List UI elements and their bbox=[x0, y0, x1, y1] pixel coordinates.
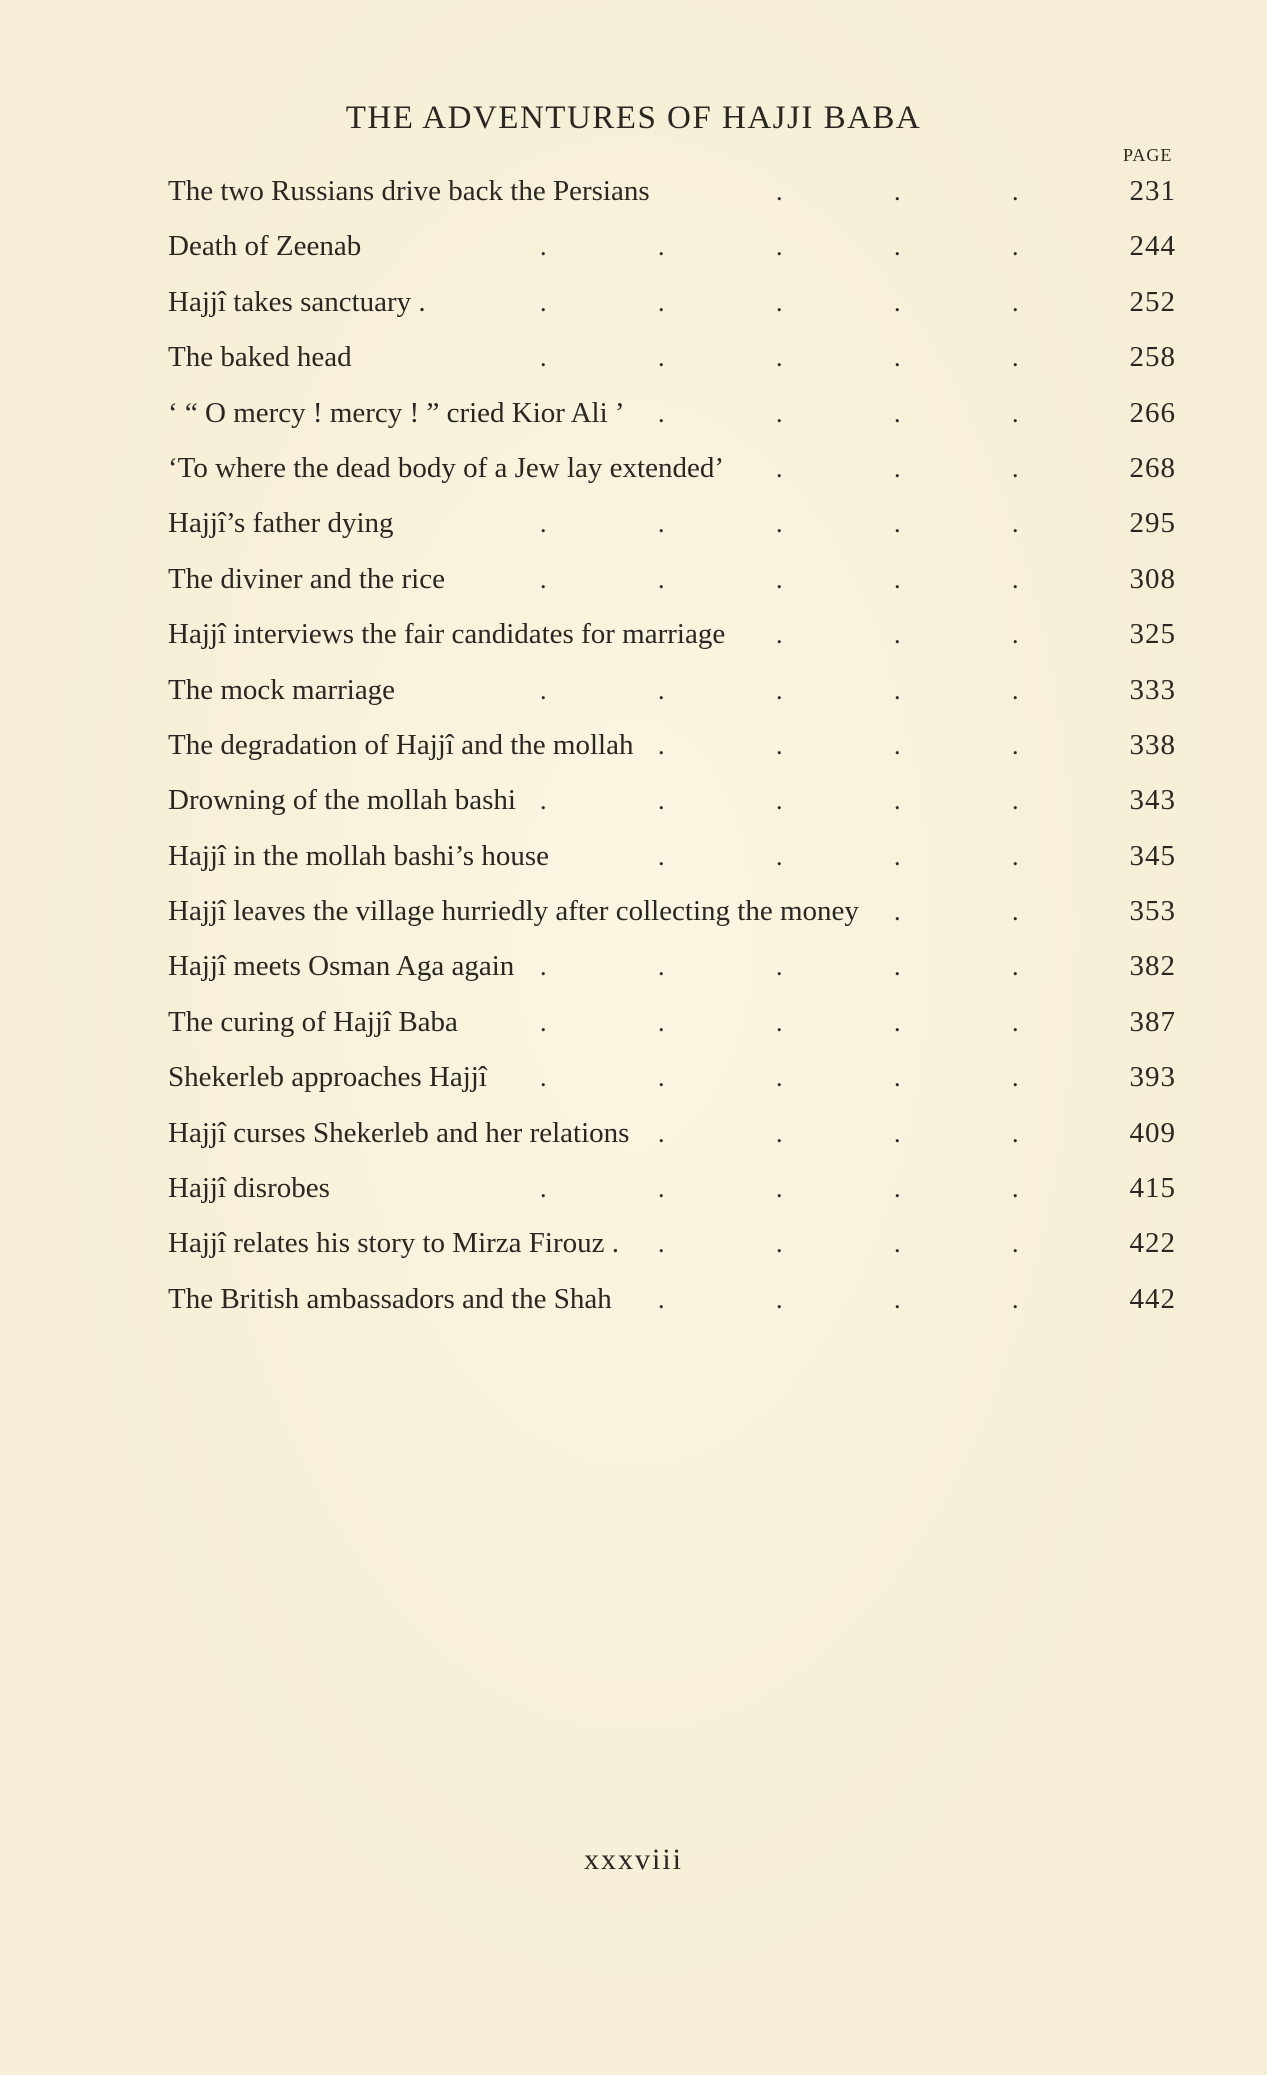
leader-dot: . bbox=[894, 1063, 901, 1093]
entry-page-number: 338 bbox=[1129, 728, 1176, 761]
leader-dot: . bbox=[894, 1284, 901, 1314]
list-item bbox=[168, 330, 1190, 385]
entry-page-number: 295 bbox=[1129, 507, 1176, 540]
entry-page-number: 244 bbox=[1129, 230, 1176, 263]
entry-title: Hajjî takes sanctuary . bbox=[168, 285, 426, 318]
entry-title: ‘ “ O mercy ! mercy ! ” cried Kior Ali ’ bbox=[168, 396, 625, 429]
leader-dot: . bbox=[1012, 398, 1019, 428]
leader-dot: . bbox=[894, 1229, 901, 1259]
leader-dot: . bbox=[894, 1174, 901, 1204]
entry-title: The diviner and the rice bbox=[168, 562, 445, 595]
leader-dot: . bbox=[1012, 786, 1019, 816]
list-item bbox=[168, 275, 1190, 330]
leader-dot: . bbox=[1012, 952, 1019, 982]
leader-dot: . bbox=[776, 453, 783, 483]
list-item bbox=[168, 219, 1190, 274]
leader-dot: . bbox=[540, 509, 547, 539]
list-item bbox=[168, 1161, 1190, 1216]
leader-dot: . bbox=[894, 1118, 901, 1148]
leader-dot: . bbox=[776, 841, 783, 871]
leader-dot: . bbox=[1012, 453, 1019, 483]
leader-dot: . bbox=[1012, 841, 1019, 871]
entry-title: The British ambassadors and the Shah bbox=[168, 1282, 612, 1315]
leader-dot: . bbox=[658, 1284, 665, 1314]
leader-dot: . bbox=[658, 287, 665, 317]
leader-dot: . bbox=[1012, 564, 1019, 594]
entry-title: Hajjî’s father dying bbox=[168, 507, 394, 540]
leader-dot: . bbox=[894, 287, 901, 317]
entry-page-number: 343 bbox=[1129, 784, 1176, 817]
entry-title: The baked head bbox=[168, 341, 352, 374]
leader-dot: . bbox=[658, 1063, 665, 1093]
leader-dot: . bbox=[658, 1229, 665, 1259]
entry-title: The mock marriage bbox=[168, 673, 396, 706]
leader-dot: . bbox=[658, 509, 665, 539]
list-item bbox=[168, 884, 1190, 939]
leader-dot: . bbox=[776, 620, 783, 650]
entry-title: Shekerleb approaches Hajjî bbox=[168, 1061, 487, 1094]
list-item bbox=[168, 995, 1190, 1050]
leader-dot: . bbox=[1012, 177, 1019, 206]
entry-title: Hajjî relates his story to Mirza Firouz . bbox=[168, 1227, 620, 1260]
leader-dot: . bbox=[776, 1007, 783, 1037]
list-item bbox=[168, 1216, 1190, 1271]
entry-title: Hajjî disrobes bbox=[168, 1172, 330, 1205]
leader-dot: . bbox=[540, 1007, 547, 1037]
list-item bbox=[168, 164, 1190, 219]
leader-dot: . bbox=[776, 952, 783, 982]
leader-dot: . bbox=[658, 564, 665, 594]
entry-page-number: 409 bbox=[1129, 1116, 1176, 1149]
entry-title: ‘To where the dead body of a Jew lay extended’ bbox=[168, 451, 724, 484]
leader-dot: . bbox=[894, 232, 901, 262]
list-item bbox=[168, 496, 1190, 551]
leader-dot: . bbox=[1012, 1174, 1019, 1204]
leader-dot: . bbox=[776, 1174, 783, 1204]
leader-dot: . bbox=[894, 952, 901, 982]
leader-dot: . bbox=[540, 952, 547, 982]
leader-dot: . bbox=[776, 564, 783, 594]
entry-page-number: 333 bbox=[1129, 673, 1176, 706]
entry-page-number: 268 bbox=[1129, 451, 1176, 484]
list-item bbox=[168, 441, 1190, 496]
leader-dot: . bbox=[894, 730, 901, 760]
entry-title: Hajjî curses Shekerleb and her relations bbox=[168, 1116, 630, 1149]
leader-dot: . bbox=[894, 1007, 901, 1037]
leader-dot: . bbox=[658, 786, 665, 816]
leader-dot: . bbox=[1012, 675, 1019, 705]
leader-dot: . bbox=[894, 509, 901, 539]
entry-page-number: 258 bbox=[1129, 341, 1176, 374]
list-item bbox=[168, 552, 1190, 607]
leader-dot: . bbox=[658, 730, 665, 760]
entry-title: Drowning of the mollah bashi bbox=[168, 784, 516, 817]
leader-dot: . bbox=[540, 564, 547, 594]
leader-dot: . bbox=[658, 398, 665, 428]
entry-page-number: 415 bbox=[1129, 1172, 1176, 1205]
leader-dot: . bbox=[1012, 509, 1019, 539]
entry-page-number: 252 bbox=[1129, 285, 1176, 318]
leader-dot: . bbox=[894, 841, 901, 871]
list-item bbox=[168, 607, 1190, 662]
list-item bbox=[168, 1272, 1190, 1327]
list-item bbox=[168, 386, 1190, 441]
list-item bbox=[168, 773, 1190, 828]
leader-dot: . bbox=[1012, 1284, 1019, 1314]
entry-title: Hajjî meets Osman Aga again bbox=[168, 950, 515, 983]
entry-page-number: 325 bbox=[1129, 618, 1176, 651]
list-item bbox=[168, 829, 1190, 884]
leader-dot: . bbox=[776, 343, 783, 373]
entry-title: Hajjî in the mollah bashi’s house bbox=[168, 839, 549, 872]
leader-dot: . bbox=[776, 1229, 783, 1259]
leader-dot: . bbox=[894, 675, 901, 705]
leader-dot: . bbox=[540, 1174, 547, 1204]
entry-page-number: 266 bbox=[1129, 396, 1176, 429]
page-column-label: PAGE bbox=[1123, 145, 1173, 165]
leader-dot: . bbox=[894, 398, 901, 428]
leader-dot: . bbox=[894, 453, 901, 483]
list-item bbox=[168, 939, 1190, 994]
leader-dot: . bbox=[776, 398, 783, 428]
entry-page-number: 231 bbox=[1129, 175, 1176, 207]
leader-dot: . bbox=[776, 1118, 783, 1148]
entry-page-number: 442 bbox=[1129, 1282, 1176, 1315]
leader-dot: . bbox=[540, 287, 547, 317]
entry-page-number: 353 bbox=[1129, 895, 1176, 928]
entry-title: The two Russians drive back the Persians bbox=[168, 175, 650, 207]
leader-dot: . bbox=[1012, 232, 1019, 262]
leader-dot: . bbox=[540, 786, 547, 816]
entry-page-number: 393 bbox=[1129, 1061, 1176, 1094]
leader-dot: . bbox=[776, 1063, 783, 1093]
leader-dot: . bbox=[894, 786, 901, 816]
leader-dot: . bbox=[894, 177, 901, 206]
leader-dot: . bbox=[1012, 1063, 1019, 1093]
page-folio: xxxviii bbox=[583, 1843, 683, 1876]
leader-dot: . bbox=[1012, 343, 1019, 373]
leader-dot: . bbox=[776, 730, 783, 760]
entry-page-number: 387 bbox=[1129, 1005, 1176, 1038]
leader-dot: . bbox=[1012, 897, 1019, 927]
leader-dot: . bbox=[894, 620, 901, 650]
leader-dot: . bbox=[658, 1118, 665, 1148]
entry-title: Hajjî interviews the fair candidates for marriage bbox=[168, 618, 726, 651]
leader-dot: . bbox=[658, 1174, 665, 1204]
entry-title: The degradation of Hajjî and the mollah bbox=[168, 728, 634, 761]
entry-title: Hajjî leaves the village hurriedly after collecting the money bbox=[168, 895, 859, 928]
leader-dot: . bbox=[540, 343, 547, 373]
entry-title: Death of Zeenab bbox=[168, 230, 362, 263]
running-title: THE ADVENTURES OF HAJJI BABA bbox=[345, 100, 922, 136]
leader-dot: . bbox=[658, 232, 665, 262]
leader-dot: . bbox=[776, 786, 783, 816]
leader-dot: . bbox=[658, 343, 665, 373]
leader-dot: . bbox=[1012, 730, 1019, 760]
list-item bbox=[168, 1050, 1190, 1105]
leader-dot: . bbox=[776, 675, 783, 705]
leader-dot: . bbox=[1012, 1118, 1019, 1148]
entry-page-number: 422 bbox=[1129, 1227, 1176, 1260]
leader-dot: . bbox=[894, 897, 901, 927]
leader-dot: . bbox=[658, 675, 665, 705]
leader-dot: . bbox=[658, 841, 665, 871]
list-item bbox=[168, 718, 1190, 773]
entry-page-number: 382 bbox=[1129, 950, 1176, 983]
leader-dot: . bbox=[658, 1007, 665, 1037]
leader-dot: . bbox=[776, 232, 783, 262]
illustrations-list bbox=[168, 164, 1190, 1327]
leader-dot: . bbox=[776, 509, 783, 539]
entry-page-number: 345 bbox=[1129, 839, 1176, 872]
entry-page-number: 308 bbox=[1129, 562, 1176, 595]
leader-dot: . bbox=[658, 952, 665, 982]
list-item bbox=[168, 1106, 1190, 1161]
leader-dot: . bbox=[776, 1284, 783, 1314]
leader-dot: . bbox=[540, 675, 547, 705]
leader-dot: . bbox=[894, 564, 901, 594]
list-item bbox=[168, 663, 1190, 718]
leader-dot: . bbox=[776, 287, 783, 317]
leader-dot: . bbox=[1012, 1229, 1019, 1259]
leader-dot: . bbox=[1012, 620, 1019, 650]
leader-dot: . bbox=[894, 343, 901, 373]
leader-dot: . bbox=[540, 232, 547, 262]
leader-dot: . bbox=[1012, 287, 1019, 317]
entry-title: The curing of Hajjî Baba bbox=[168, 1005, 458, 1038]
leader-dot: . bbox=[776, 177, 783, 206]
leader-dot: . bbox=[540, 1063, 547, 1093]
leader-dot: . bbox=[1012, 1007, 1019, 1037]
